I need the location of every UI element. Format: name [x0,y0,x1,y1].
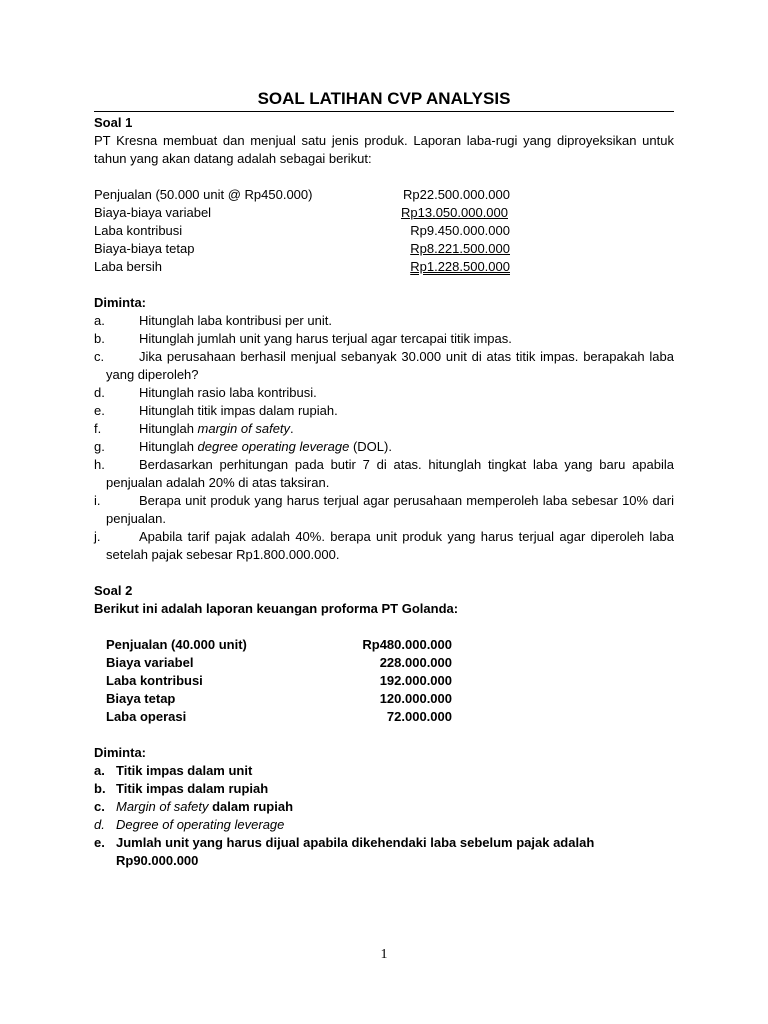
item-text: Hitunglah titik impas dalam rupiah. [139,403,338,418]
statement-row [94,204,674,222]
list-item [94,420,674,438]
document-page [94,88,674,870]
soal1-question-list [94,312,674,564]
item-letter: d. [94,817,105,832]
item-text: Hitunglah [139,421,198,436]
item-text: Hitunglah laba kontribusi per unit. [139,313,332,328]
item-letter: b. [94,331,105,346]
statement-label: Laba bersih [94,259,162,274]
statement-value: 120.000.000 [379,691,452,706]
item-letter: d. [94,385,105,400]
list-item [94,492,674,528]
item-letter: h. [94,457,105,472]
item-text: Titik impas dalam unit [116,763,253,778]
item-text: dalam rupiah [208,799,294,814]
statement-label: Laba operasi [106,709,187,724]
statement-label: Laba kontribusi [94,223,183,238]
list-item [94,528,674,564]
item-text: Hitunglah jumlah unit yang harus terjual agar tercapai titik impas. [139,331,512,346]
list-item [94,384,674,402]
statement-label: Laba kontribusi [106,673,203,688]
item-letter: b. [94,781,106,796]
list-item [94,762,674,780]
statement-label: Penjualan (40.000 unit) [106,637,247,652]
item-emphasis: Margin of safety [116,799,209,814]
item-text: Titik impas dalam rupiah [116,781,269,796]
statement-row [94,654,674,672]
soal1-heading: Soal 1 [94,115,133,130]
soal2-intro: Berikut ini adalah laporan keuangan proforma PT Golanda: [94,601,459,616]
soal2-proforma-statement [94,636,674,726]
statement-label: Biaya variabel [106,655,194,670]
statement-row [94,258,674,276]
item-letter: c. [94,349,105,364]
statement-value: 192.000.000 [379,673,452,688]
statement-value: Rp13.050.000.000 [401,205,508,220]
soal1-diminta: Diminta: [94,295,146,310]
statement-label: Biaya-biaya variabel [94,205,212,220]
list-item [94,456,674,492]
item-text: Jumlah unit yang harus dijual apabila dikehendaki laba sebelum pajak adalah Rp90.000.000 [116,835,595,868]
list-item [94,834,674,870]
statement-label: Biaya tetap [106,691,176,706]
statement-label: Penjualan (50.000 unit @ Rp450.000) [94,187,313,202]
list-item [94,312,674,330]
item-text: Berapa unit produk yang harus terjual agar perusahaan memperoleh laba sebesar 10% dari penjualan. [106,493,674,526]
soal2-section [94,582,674,870]
item-letter: f. [94,421,102,436]
soal2-heading: Soal 2 [94,583,133,598]
statement-row [94,708,674,726]
soal2-question-list [94,762,674,870]
item-letter: j. [94,529,101,544]
item-text: Hitunglah rasio laba kontribusi. [139,385,317,400]
list-item [94,816,674,834]
list-item [94,330,674,348]
item-text: Apabila tarif pajak adalah 40%. berapa unit produk yang harus terjual agar diperoleh laba setelah pajak sebesar Rp1.800.000.000. [106,529,674,562]
statement-row [94,222,674,240]
statement-value: Rp480.000.000 [362,637,452,652]
statement-value: 228.000.000 [379,655,452,670]
statement-value: 72.000.000 [386,709,452,724]
statement-value: Rp1.228.500.000 [410,259,510,274]
item-emphasis: Degree of operating leverage [116,817,285,832]
item-letter: a. [94,763,105,778]
item-text: Jika perusahaan berhasil menjual sebanyak 30.000 unit di atas titik impas. berapakah laba yang diperoleh? [106,349,674,382]
list-item [94,798,674,816]
document-title: SOAL LATIHAN CVP ANALYSIS [94,88,674,112]
statement-row [94,240,674,258]
item-letter: i. [94,493,101,508]
statement-row [94,186,674,204]
soal2-diminta: Diminta: [94,745,146,760]
soal1-intro: PT Kresna membuat dan menjual satu jenis produk. Laporan laba-rugi yang diproyeksikan untuk tahun yang akan datang adalah sebagai berikut: [94,133,674,166]
statement-row [94,672,674,690]
list-item [94,402,674,420]
item-emphasis: degree operating leverage [197,439,350,454]
item-emphasis: margin of safety [197,421,291,436]
statement-label: Biaya-biaya tetap [94,241,195,256]
item-text: (DOL). [349,439,392,454]
item-text: Berdasarkan perhitungan pada butir 7 di atas. hitunglah tingkat laba yang baru apabila penjualan adalah 20% di atas taksiran. [106,457,674,490]
statement-value: Rp9.450.000.000 [410,223,510,238]
item-letter: e. [94,835,105,850]
soal1-income-statement [94,186,674,276]
page-number: 1 [380,947,388,962]
statement-value: Rp8.221.500.000 [410,241,510,256]
item-letter: e. [94,403,105,418]
item-letter: c. [94,799,105,814]
item-letter: g. [94,439,105,454]
list-item [94,438,674,456]
soal1-section [94,114,674,564]
list-item [94,780,674,798]
statement-row [94,690,674,708]
item-text: Hitunglah [139,439,198,454]
statement-value: Rp22.500.000.000 [403,187,510,202]
list-item [94,348,674,384]
statement-row [94,636,674,654]
item-letter: a. [94,313,105,328]
item-text: . [290,421,294,436]
